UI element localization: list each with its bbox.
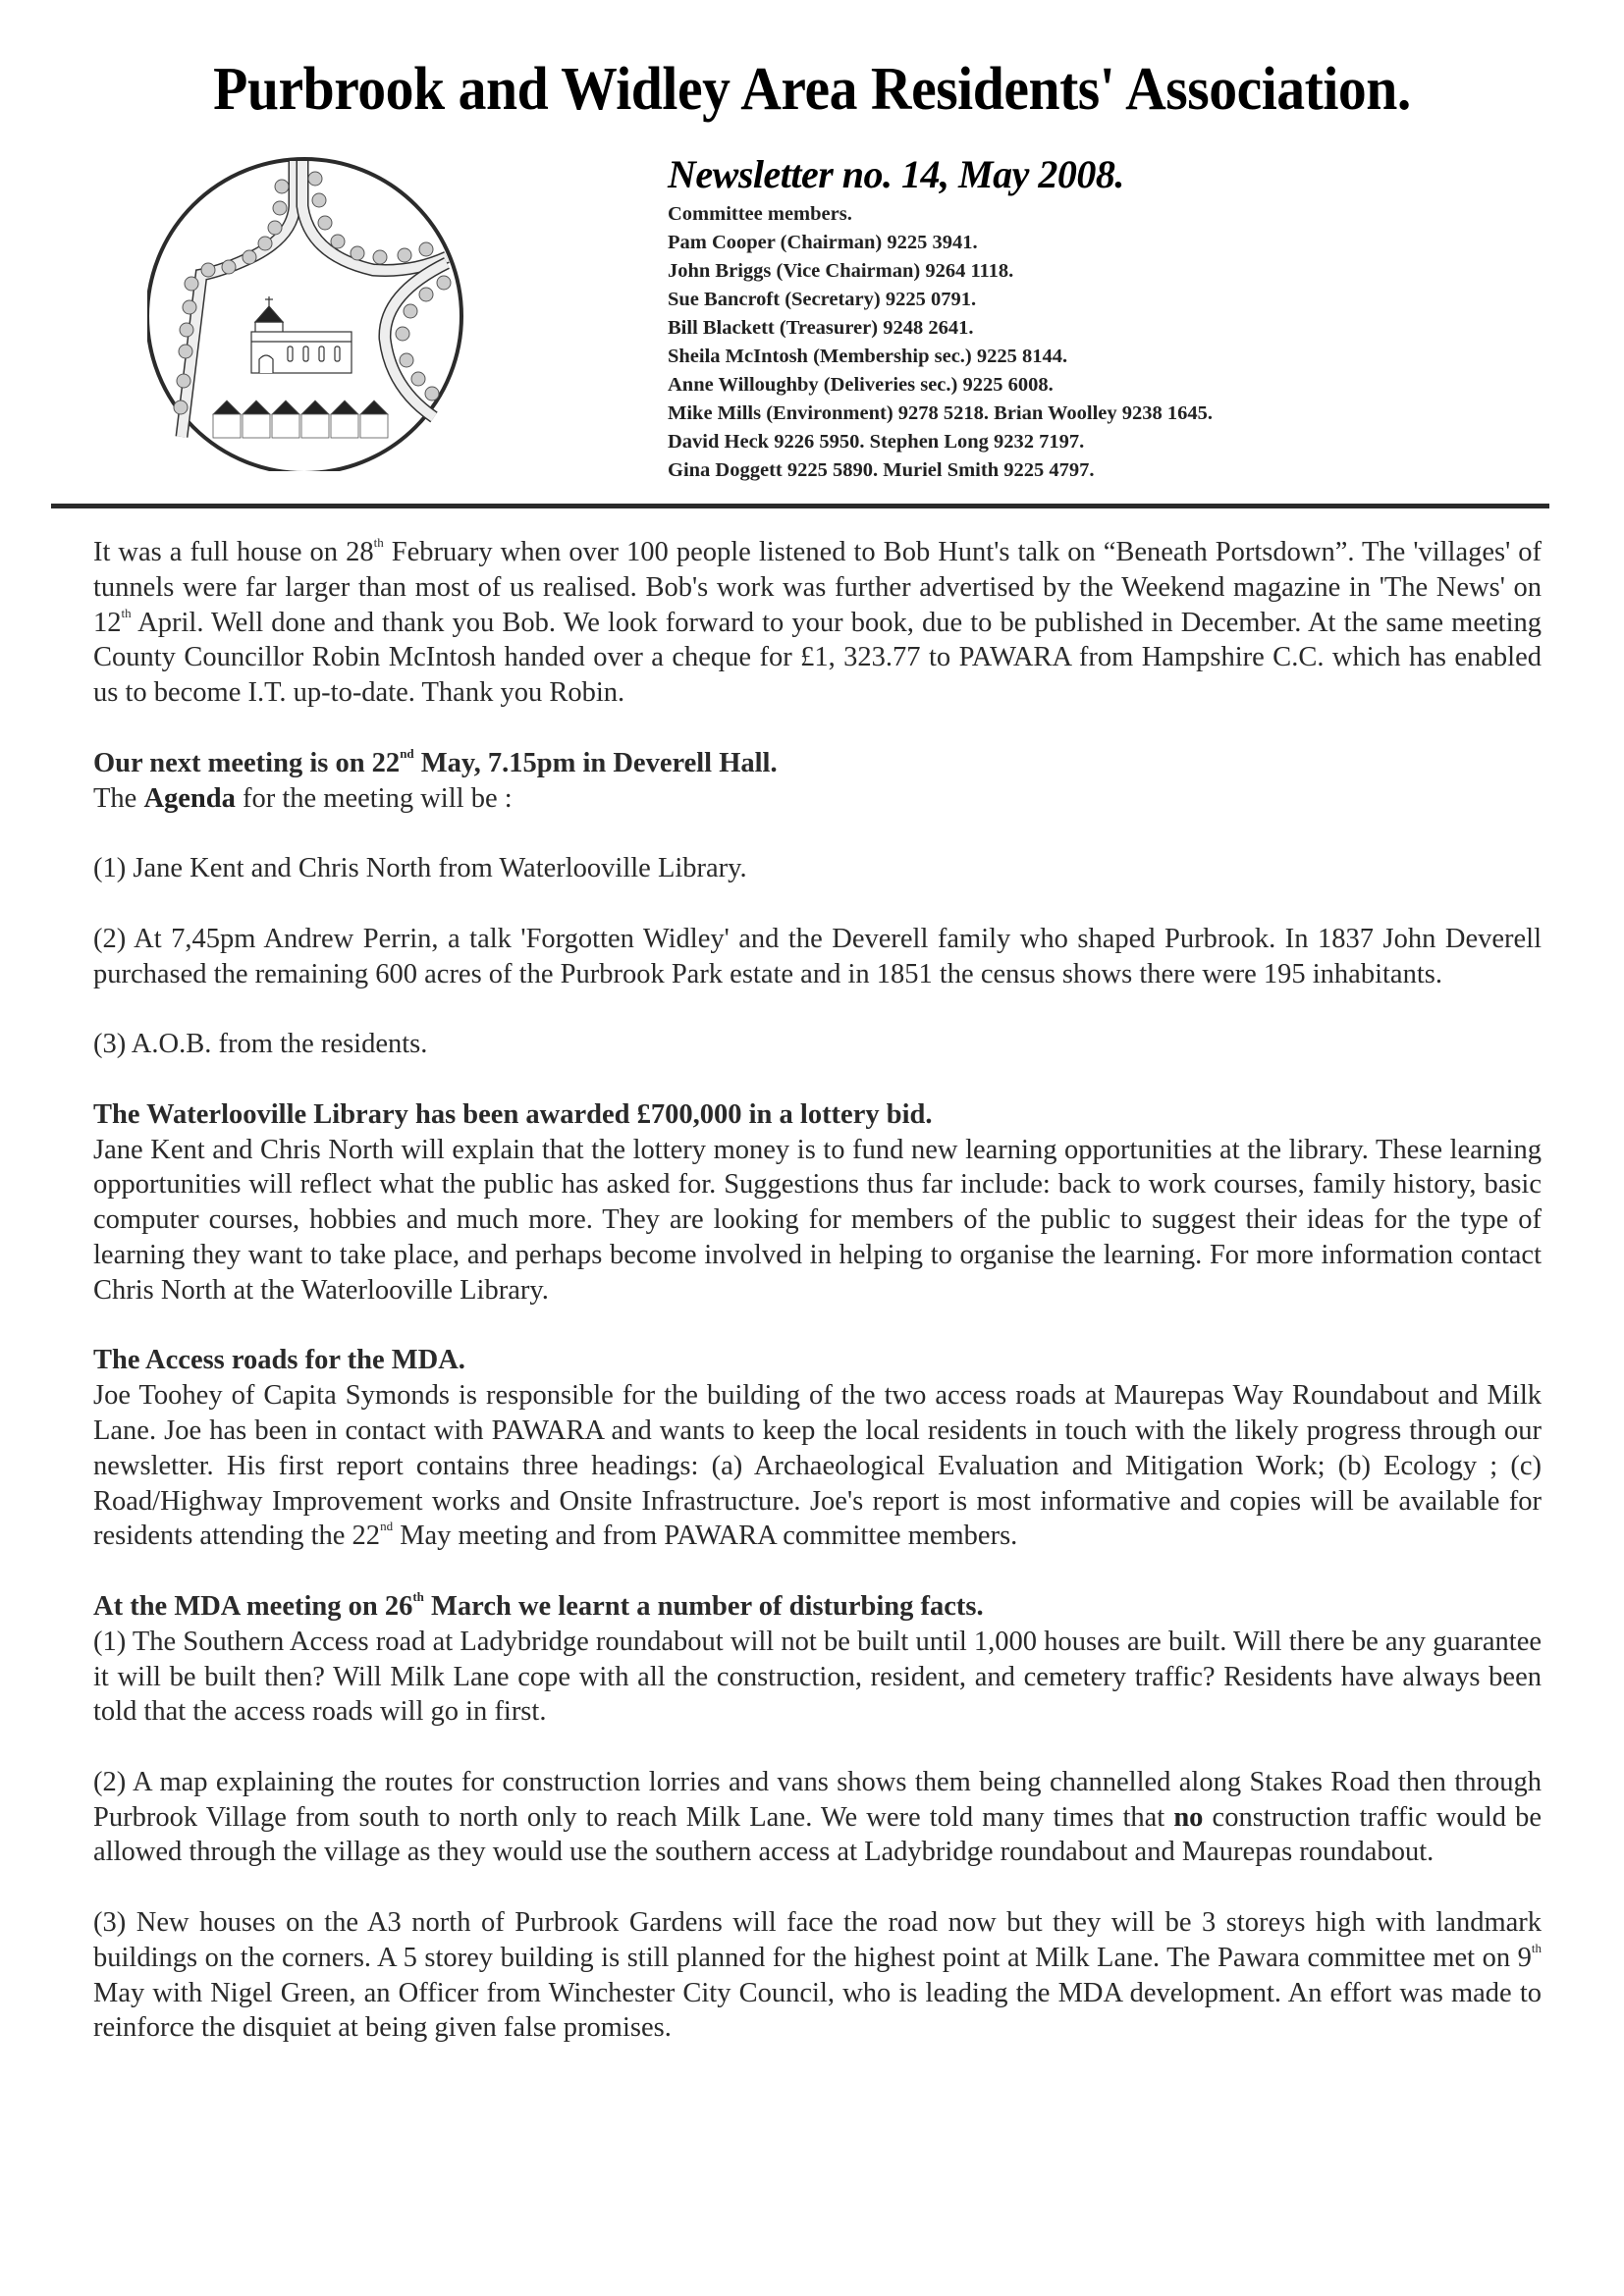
committee-member: John Briggs (Vice Chairman) 9264 1118. <box>668 260 1014 282</box>
intro-text: It was a full house on 28 <box>93 537 374 567</box>
committee-member: Sheila McIntosh (Membership sec.) 9225 8144. <box>668 346 1068 367</box>
emphasis-text: no <box>1173 1801 1204 1833</box>
committee-member: Bill Blackett (Treasurer) 9248 2641. <box>668 317 974 339</box>
paragraph-text: construction traffic would be allowed through the village as they would use the southern access at Ladybridge roundabout and Maurepas roundabout. <box>93 1801 1542 1868</box>
mda-fact: (1) The Southern Access road at Ladybridge roundabout will not be built until 1,000 houses are built. Will there be any guarantee it will be built then? Will Milk Lane cope with all the construction, resident, and cemetery traffic? Residents have always been told that the access roads will go in first. <box>93 1626 1542 1728</box>
committee-member: Pam Cooper (Chairman) 9225 3941. <box>668 232 978 253</box>
heading-text: March we learnt a number of disturbing facts. <box>423 1590 984 1622</box>
intro-paragraph <box>93 535 1542 711</box>
heading-text: At the MDA meeting on 26 <box>93 1590 413 1622</box>
committee-member: Sue Bancroft (Secretary) 9225 0791. <box>668 289 977 310</box>
newsletter-body <box>93 535 1542 2046</box>
committee-member: David Heck 9226 5950. Stephen Long 9232 7197. <box>668 431 1085 453</box>
issue-title: Newsletter no. 14, May 2008. <box>668 152 1124 196</box>
header-divider <box>51 504 1549 508</box>
heading-text: Our next meeting is on 22 <box>93 747 401 778</box>
mda-fact <box>93 1765 1542 1870</box>
mda-fact <box>93 1905 1542 2046</box>
library-heading: The Waterlooville Library has been awarded £700,000 in a lottery bid. <box>93 1098 933 1130</box>
committee-member: Mike Mills (Environment) 9278 5218. Brian Woolley 9238 1645. <box>668 402 1214 424</box>
access-roads-paragraph <box>93 1378 1542 1554</box>
agenda-item: (3) A.O.B. from the residents. <box>93 1029 428 1060</box>
committee-member: Gina Doggett 9225 5890. Muriel Smith 9225 4797. <box>668 459 1095 481</box>
agenda-intro <box>93 781 1542 817</box>
meeting-heading <box>93 746 1542 781</box>
agenda-text: for the meeting will be : <box>235 782 513 814</box>
ordinal-suffix: th <box>1531 1940 1542 1955</box>
heading-text: May, 7.15pm in Deverell Hall. <box>413 747 778 778</box>
access-roads-heading: The Access roads for the MDA. <box>93 1345 465 1376</box>
agenda-text: The <box>93 782 144 814</box>
ordinal-suffix: th <box>121 605 132 620</box>
paragraph-text: (3) New houses on the A3 north of Purbrook Gardens will face the road now but they will be 3 storeys high with landmark buildings on the corners. A 5 storey building is still planned for the highest point at Milk Lane. The Pawara committee met on 9 <box>93 1907 1542 1973</box>
library-paragraph: Jane Kent and Chris North will explain that the lottery money is to fund new learning opportunities at the library. These learning opportunities will reflect what the public has asked for. Suggestions thus far include: back to work courses, family history, basic computer courses, hobbies and much more. They are looking for members of the public to suggest their ideas for the type of learning they want to take place, and perhaps become involved in helping to organise the learning. For more information contact Chris North at the Waterlooville Library. <box>93 1134 1542 1306</box>
ordinal-suffix: nd <box>400 745 414 761</box>
paragraph-text: (2) A map explaining the routes for construction lorries and vans shows them being channelled along Stakes Road then through Purbrook Village from south to north only to reach Milk Lane. We were told many times that <box>93 1766 1542 1833</box>
ordinal-suffix: nd <box>380 1519 394 1534</box>
agenda-item: (1) Jane Kent and Chris North from Waterlooville Library. <box>93 853 747 884</box>
ordinal-suffix: th <box>373 535 384 550</box>
masthead <box>668 152 1453 485</box>
ordinal-suffix: th <box>412 1588 424 1604</box>
page-title: Purbrook and Widley Area Residents' Association. <box>213 56 1411 123</box>
paragraph-text: May meeting and from PAWARA committee members. <box>393 1521 1018 1552</box>
committee-member: Anne Willoughby (Deliveries sec.) 9225 6008. <box>668 374 1054 396</box>
village-logo-icon <box>147 147 471 471</box>
intro-text: April. Well done and thank you Bob. We look forward to your book, due to be published in December. At the same meeting County Councillor Robin McIntosh handed over a cheque for £1, 323.77 to PAWARA from Hampshire C.C. which has enabled us to become I.T. up-to-date. Thank you Robin. <box>93 607 1542 709</box>
agenda-bold: Agenda <box>143 782 236 814</box>
agenda-item: (2) At 7,45pm Andrew Perrin, a talk 'Forgotten Widley' and the Deverell family who shaped Purbrook. In 1837 John Deverell purchased the remaining 600 acres of the Purbrook Park estate and in 1851 the census shows there were 195 inhabitants. <box>93 923 1542 989</box>
intro-text: February when over 100 people listened to Bob Hunt's talk on “Beneath Portsdown”. The 'villages' of tunnels were far larger than most of us realised. Bob's work was further advertised by the Weekend magazine in 'The News' on 12 <box>93 537 1543 638</box>
paragraph-text: Joe Toohey of Capita Symonds is responsible for the building of the two access roads at Maurepas Way Roundabout and Milk Lane. Joe has been in contact with PAWARA and wants to keep the local residents in touch with the likely progress through our newsletter. His first report contains three headings: (a) Archaeological Evaluation and Mitigation Work; (b) Ecology ; (c) Road/Highway Improvement works and Onsite Infrastructure. Joe's report is most informative and copies will be available for residents attending the 22 <box>93 1380 1542 1552</box>
committee-heading: Committee members. <box>668 203 852 225</box>
paragraph-text: May with Nigel Green, an Officer from Winchester City Council, who is leading the MDA development. An effort was made to reinforce the disquiet at being given false promises. <box>93 1977 1542 2044</box>
mda-meeting-heading <box>93 1589 1542 1625</box>
